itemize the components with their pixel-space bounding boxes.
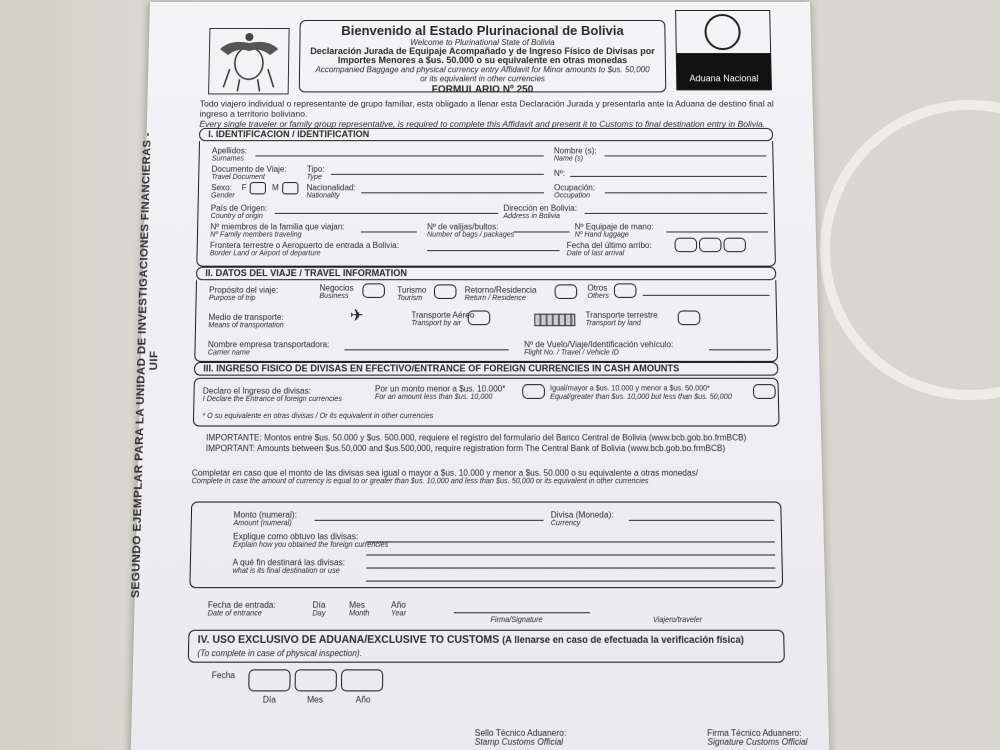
important-note: IMPORTANTE: Montos entre $us. 50.000 y $us. 500.000, requiere el registro del formulario del Banco Central de Bolivia (www.bcb.gob.bo.frmBCB) IMPORTANT: Amounts between $us.50,000 and $us.500,000, require registration form The Central Bank of Bolivia (www.bcb.gob.bo.frmBCB) (205, 432, 747, 454)
address-field[interactable] (585, 213, 768, 214)
less-than-checkbox[interactable] (522, 384, 545, 399)
gender-f-checkbox[interactable] (250, 182, 266, 194)
equal-greater-checkbox[interactable] (753, 384, 776, 399)
explain-field-2[interactable] (366, 554, 775, 555)
entry-day-label: Día Day (312, 600, 326, 618)
customs-year-label: Año (355, 694, 371, 705)
carrier-field[interactable] (344, 349, 508, 350)
currency-details-box (189, 501, 783, 588)
business-label: Negocios Business (319, 283, 354, 301)
background-reflection (820, 100, 1000, 400)
currency-note: * O su equivalente en otras divisas / Or its equivalent in other currencies (202, 412, 434, 421)
country-field[interactable] (275, 213, 499, 214)
amount-label: Monto (numeral): Amount (numeral) (233, 510, 297, 528)
border-field[interactable] (427, 250, 560, 251)
carrier-label: Nombre empresa transportadora: Carrier name (207, 339, 330, 357)
nationality-field[interactable] (361, 192, 544, 193)
customs-day-box[interactable] (248, 669, 290, 691)
aduana-logo-text: Aduana Nacional (677, 53, 771, 89)
last-arrival-label: Fecha del último arribo: Date of last arrival (566, 240, 652, 258)
flight-label: Nº de Vuelo/Viaje/Identificación vehículo: Flight No. / Travel / Vehicle ID (524, 339, 674, 357)
nationality-label: Nacionalidad: Nationality (306, 183, 356, 200)
country-label: País de Origen: Country of origin (210, 203, 268, 221)
type-label: Tipo: Type (306, 164, 325, 182)
air-transport-checkbox[interactable] (468, 310, 491, 325)
tourism-label: Turismo Tourism (397, 285, 427, 303)
intro-es: Todo viajero individual o representante de grupo familiar, esta obligado a llenar esta Declaración Jurada y presentarla ante la Aduana de destino final al ingreso a territorio boliviano. (199, 98, 774, 119)
air-transport-label: Transporte Aéreo Transport by air (411, 310, 475, 328)
airplane-icon: ✈ (349, 307, 364, 326)
official-signature-label: Firma Técnico Aduanero: Signature Customs Official (707, 728, 808, 748)
land-transport-label: Transporte terrestre Transport by land (585, 310, 658, 328)
entry-year-label: Año Year (390, 600, 407, 618)
currency-declare-box (193, 378, 780, 427)
bags-label: Nº de valijas/bultos: Number of bags / packages (427, 222, 515, 239)
border-label: Frontera terrestre o Aeropuerto de entrada a Bolivia: Border Land or Airport of departure (209, 240, 399, 258)
means-label: Medio de transporte: Means of transportation (208, 312, 284, 330)
aduana-logo (675, 10, 772, 90)
form-number: FORMULARIO Nº 250 (431, 84, 534, 96)
signature-label: Firma/Signature (490, 616, 543, 625)
names-field[interactable] (604, 155, 766, 156)
family-members-field[interactable] (361, 231, 417, 232)
entry-month-label: Mes Month (349, 600, 370, 618)
last-arrival-month[interactable] (699, 238, 722, 252)
entry-date-label: Fecha de entrada: Date of entrance (207, 600, 276, 618)
traveler-label: Viajero/traveler (652, 616, 703, 625)
section-travel: II. DATOS DEL VIAJE / TRAVEL INFORMATION (196, 267, 776, 281)
bolivia-crest-icon (208, 28, 290, 94)
names-label: Nombre (s): Name (s) (553, 146, 597, 163)
last-arrival-year[interactable] (723, 238, 746, 252)
flight-field[interactable] (709, 349, 771, 350)
business-checkbox[interactable] (362, 283, 385, 298)
explain-label: Explique como obtuvo las divisas: Explain how you obtained the foreign currencies (232, 531, 389, 550)
stamp-label: Sello Técnico Aduanero: Stamp Customs Official (474, 728, 567, 748)
declare-label: Declaro el Ingreso de divisas: I Declare the Entrance of foreign currencies (202, 386, 342, 404)
amount-field[interactable] (315, 520, 544, 521)
hand-luggage-field[interactable] (666, 231, 768, 232)
form-title-box (299, 20, 667, 96)
intro-en: Every single traveler or family group representative, is required to complete this Affidavit and present it to Customs to final destination entry in Bolivia. (199, 118, 766, 129)
last-arrival-day[interactable] (674, 238, 697, 252)
return-checkbox[interactable] (555, 284, 578, 299)
purpose-label: Propósito del viaje: Purpose of trip (208, 285, 279, 303)
complete-instruction: Completar en caso que el monto de las divisas sea igual o mayor a $us. 10.000 y menor a $us. 50.000 o su equivalente a otras monedas/ Complete in case the amount of currency is equal to or greater than $us. 10,000 and less than $us. 50,000 or its equivalent in other currencies (191, 468, 699, 486)
form-subtitle-en: Accompanied Baggage and physical currency entry Affidavit for Minor amounts to $us. 50,000 (315, 65, 650, 75)
occupation-field[interactable] (605, 192, 767, 193)
aduana-seal-icon (704, 14, 741, 50)
destination-field[interactable] (366, 567, 775, 568)
customs-form-paper (130, 2, 831, 750)
bags-field[interactable] (514, 231, 570, 232)
signature-line[interactable] (454, 612, 590, 613)
form-header (208, 10, 772, 94)
type-field[interactable] (331, 174, 544, 175)
number-label: Nº: (553, 168, 566, 178)
gender-m-checkbox[interactable] (282, 182, 298, 194)
others-checkbox[interactable] (614, 283, 637, 298)
customs-day-label: Día (262, 694, 277, 705)
destination-label: A qué fin destinará las divisas: what is its final destination or use (232, 557, 346, 576)
form-title-en: Welcome to Plurinational State of Bolivia (410, 38, 555, 48)
less-than-label: Por un monto menor a $us. 10.000* For an amount less than $us. 10,000 (374, 384, 506, 402)
section-identification: I. IDENTIFICACION / IDENTIFICATION (199, 128, 773, 141)
destination-field-2[interactable] (366, 581, 776, 582)
currency-label: Divisa (Moneda): Currency (550, 510, 614, 528)
travel-document-label: Documento de Viaje: Travel Document (211, 164, 287, 182)
customs-month-box[interactable] (295, 669, 337, 691)
currency-field[interactable] (629, 520, 775, 521)
others-label: Otros Others (587, 283, 609, 301)
customs-year-box[interactable] (341, 669, 383, 691)
bus-icon (534, 314, 575, 327)
occupation-label: Ocupación: Occupation (554, 183, 596, 200)
gender-label: Sexo: Gender (210, 183, 235, 200)
section-currency: III. INGRESO FISICO DE DIVISAS EN EFECTIVO/ENTRANCE OF FOREIGN CURRENCIES IN CASH AMOUNTS (194, 362, 778, 376)
land-transport-checkbox[interactable] (678, 310, 701, 325)
others-field[interactable] (643, 295, 770, 296)
side-vertical-text: SEGUNDO EJEMPLAR PARA LA UNIDAD DE INVESTIGACIONES FINANCIERAS - UIF (129, 132, 161, 598)
explain-field[interactable] (366, 541, 774, 542)
return-label: Retorno/Residencia Return / Residence (464, 285, 537, 303)
family-members-label: Nº miembros de la familia que viajan: Nº Family members traveling (210, 222, 345, 239)
number-field[interactable] (570, 176, 767, 177)
intro-text (199, 98, 775, 128)
travel-box (194, 280, 778, 362)
customs-date-label: Fecha (211, 670, 236, 681)
tourism-checkbox[interactable] (434, 284, 457, 299)
hand-luggage-label: Nº Equipaje de mano: Nº Hand luggage (574, 222, 654, 239)
section-customs: IV. USO EXCLUSIVO DE ADUANA/EXCLUSIVE TO CUSTOMS (A llenarse en caso de efectuada la verificación física) (To complete in case of physical inspection). (188, 630, 785, 663)
form-subtitle: Declaración Jurada de Equipaje Acompañado y de Ingreso Físico de Divisas por Importes Menores a $us. 50.000 o su equivalente en otras monedas (310, 46, 655, 66)
equal-greater-label: Igual/mayor a $us. 10.000 y menor a $us. 50.000* Equal/greater than $us. 10,000 but less than $us. 50,000 (550, 385, 732, 402)
gender-m-label: M (271, 183, 279, 193)
address-label: Dirección en Bolivia: Address in Bolivia (503, 203, 578, 221)
form-subtitle-en2: or its equivalent in other currencies (420, 74, 545, 84)
surnames-label: Apellidos: Surnames (211, 146, 248, 163)
form-title: Bienvenido al Estado Plurinacional de Bolivia (341, 22, 624, 39)
surnames-field[interactable] (255, 155, 543, 156)
gender-f-label: F (241, 183, 247, 193)
customs-month-label: Mes (307, 694, 324, 705)
identification-box (196, 141, 776, 267)
